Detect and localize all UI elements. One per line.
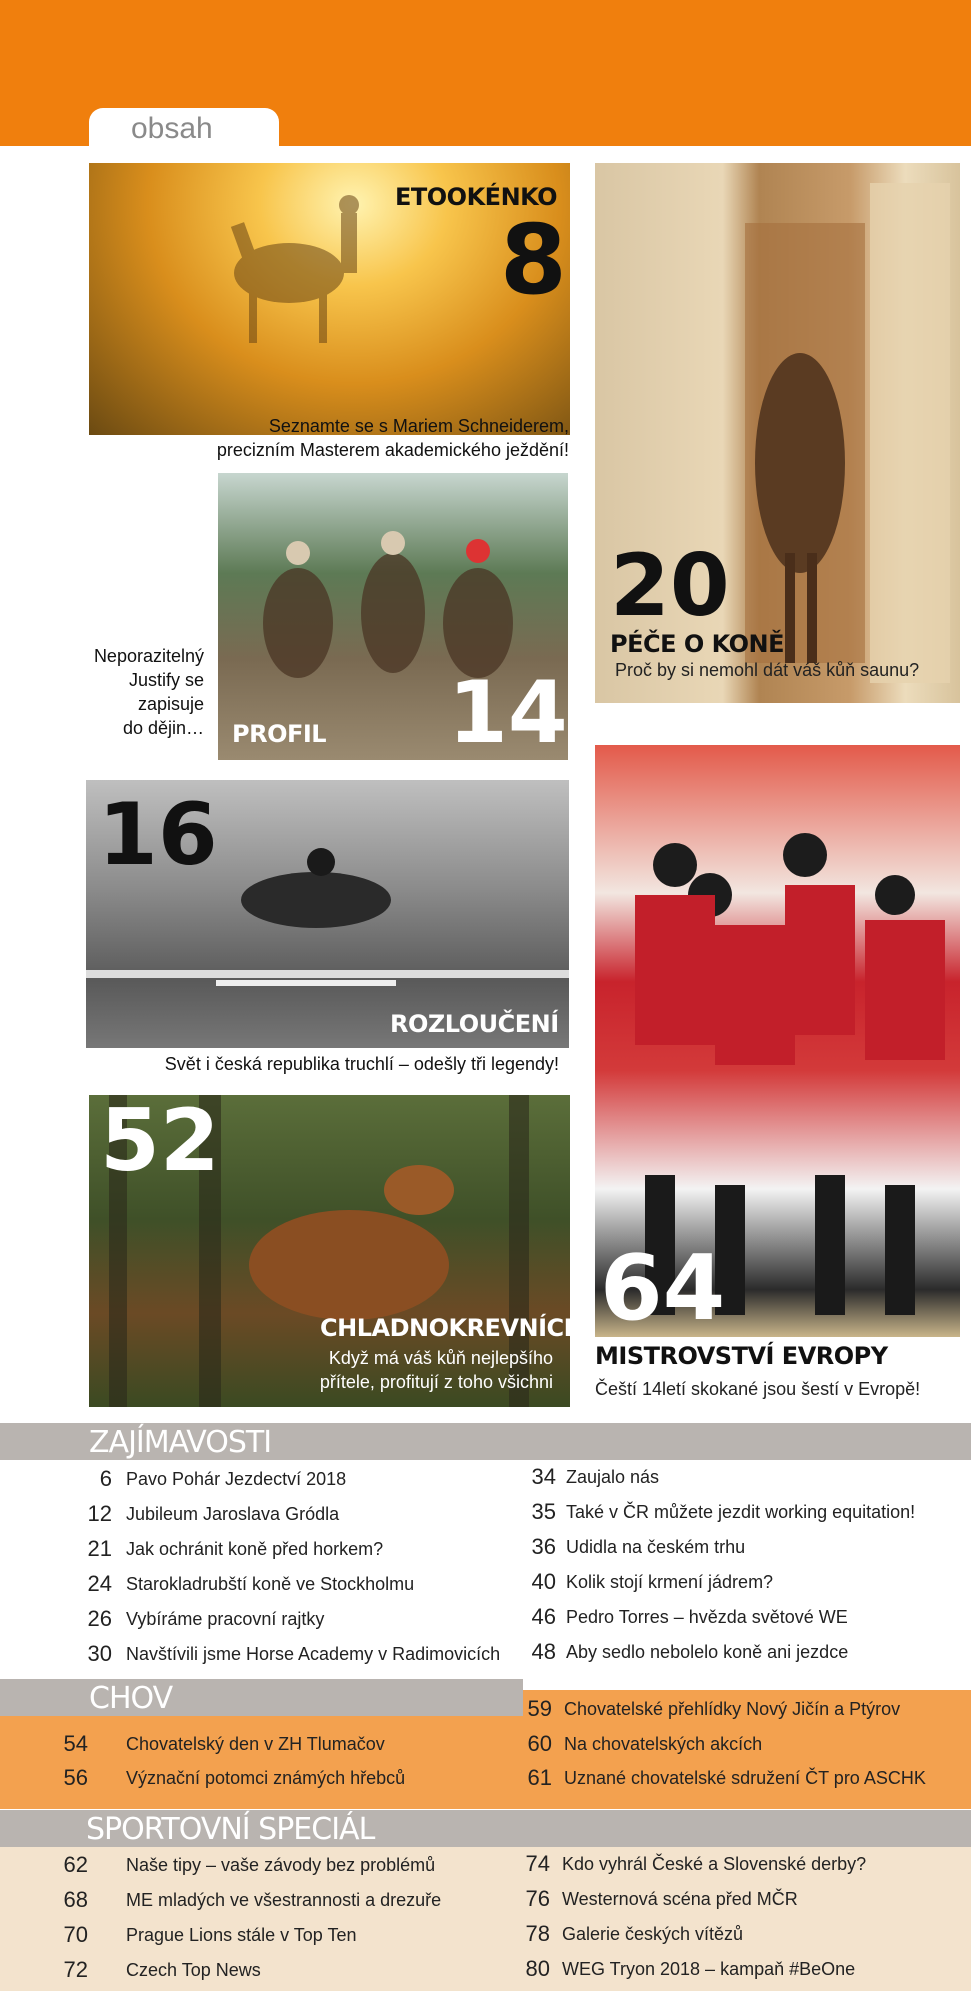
profil-teaser-line-4: do dějin…	[122, 718, 204, 738]
etookenko-title: ETOOKÉNKO	[395, 183, 558, 211]
page-number: 30	[87, 1641, 112, 1666]
profil-page-number[interactable]: 14	[448, 663, 568, 763]
profil-teaser-line-1: Neporazitelný	[93, 646, 204, 666]
article-title: Na chovatelských akcích	[564, 1734, 763, 1754]
pece-caption: Proč by si nemohl dát váš kůň saunu?	[615, 660, 920, 680]
zajimavosti-band	[0, 1423, 971, 1460]
article-title: Chovatelský den v ZH Tlumačov	[126, 1734, 385, 1754]
chov-band	[0, 1679, 523, 1716]
sport-band	[0, 1810, 971, 1847]
article-title: Chovatelské přehlídky Nový Jičín a Ptýrov	[564, 1699, 901, 1719]
mistrovstvi-title: MISTROVSTVÍ EVROPY	[595, 1342, 888, 1370]
page-number: 54	[63, 1731, 88, 1756]
article-title: Pedro Torres – hvězda světové WE	[566, 1607, 848, 1627]
contents-tab	[89, 108, 279, 152]
article-title: Jak ochránit koně před horkem?	[126, 1539, 384, 1559]
page-number: 74	[525, 1851, 550, 1876]
profil-teaser-line-3: zapisuje	[137, 694, 204, 714]
article-title: Czech Top News	[126, 1960, 261, 1980]
page-number: 26	[87, 1606, 112, 1631]
page-number: 35	[531, 1499, 556, 1524]
page-number: 21	[87, 1536, 112, 1561]
profil-teaser	[60, 644, 204, 740]
article-title: Pavo Pohár Jezdectví 2018	[126, 1469, 347, 1489]
etookenko-caption-line-1: Seznamte se s Mariem Schneiderem,	[268, 416, 569, 436]
article-title: Naše tipy – vaše závody bez problémů	[126, 1855, 436, 1875]
page-number: 48	[531, 1639, 556, 1664]
etookenko-caption	[149, 414, 569, 462]
article-title: Starokladrubští koně ve Stockholmu	[126, 1574, 415, 1594]
page-number: 34	[531, 1464, 556, 1489]
page-number: 80	[525, 1956, 550, 1981]
article-title: Aby sedlo nebolelo koně ani jezdce	[566, 1642, 849, 1662]
rozlouceni-caption: Svět i česká republika truchlí – odešly tři legendy!	[164, 1054, 559, 1074]
page-number: 59	[527, 1696, 552, 1721]
article-title: Kolik stojí krmení jádrem?	[566, 1572, 774, 1592]
page-number: 40	[531, 1569, 556, 1594]
page-number: 72	[63, 1957, 88, 1982]
rozlouceni-title: ROZLOUČENÍ	[390, 1010, 559, 1038]
profil-title: PROFIL	[232, 720, 327, 748]
page-number: 62	[63, 1852, 88, 1877]
etookenko-caption-line-2: precizním Masterem akademického ježdění!	[216, 440, 569, 460]
page-number: 36	[531, 1534, 556, 1559]
page-number: 6	[99, 1466, 112, 1491]
etookenko-page-number[interactable]: 8	[500, 204, 567, 316]
article-title: Udidla na českém trhu	[566, 1537, 746, 1557]
article-title: Vybíráme pracovní rajtky	[126, 1609, 325, 1629]
page-number: 70	[63, 1922, 88, 1947]
article-title: Prague Lions stále v Top Ten	[126, 1925, 357, 1945]
article-title: WEG Tryon 2018 – kampaň #BeOne	[562, 1959, 856, 1979]
page-number: 12	[87, 1501, 112, 1526]
page-number: 24	[87, 1571, 112, 1596]
chladnokrevnici-caption-line-1: Když má váš kůň nejlepšího	[328, 1348, 553, 1368]
page-number: 61	[527, 1765, 552, 1790]
article-title: Westernová scéna před MČR	[562, 1889, 798, 1909]
mistrovstvi-caption: Čeští 14letí skokané jsou šestí v Evropě!	[595, 1379, 921, 1399]
page-number: 78	[525, 1921, 550, 1946]
pece-page-number[interactable]: 20	[610, 536, 730, 636]
page-number: 60	[527, 1731, 552, 1756]
chladnokrevnici-page-number[interactable]: 52	[100, 1091, 220, 1191]
article-title: Zaujalo nás	[566, 1467, 660, 1487]
page-number: 56	[63, 1765, 88, 1790]
page-number: 76	[525, 1886, 550, 1911]
chladnokrevnici-title: CHLADNOKREVNÍCI	[320, 1314, 573, 1342]
mistrovstvi-page-number[interactable]: 64	[600, 1236, 726, 1341]
article-title: Význační potomci známých hřebců	[126, 1768, 406, 1788]
chov-title: CHOV	[89, 1681, 173, 1716]
chov-left-panel	[0, 1716, 523, 1809]
article-title: Jubileum Jaroslava Gródla	[126, 1504, 340, 1524]
article-title: Navštívili jsme Horse Academy v Radimovicích	[126, 1644, 501, 1664]
page-number: 68	[63, 1887, 88, 1912]
article-title: Kdo vyhrál České a Slovenské derby?	[562, 1854, 867, 1874]
article-title: ME mladých ve všestrannosti a drezuře	[126, 1890, 442, 1910]
profil-teaser-line-2: Justify se	[128, 670, 204, 690]
rozlouceni-page-number[interactable]: 16	[98, 785, 218, 885]
article-title: Galerie českých vítězů	[562, 1924, 744, 1944]
chladnokrevnici-caption	[133, 1346, 553, 1394]
article-title: Také v ČR můžete jezdit working equitation!	[566, 1502, 916, 1522]
zajimavosti-list	[0, 1460, 971, 1680]
page-number: 46	[531, 1604, 556, 1629]
zajimavosti-title: ZAJÍMAVOSTI	[89, 1425, 272, 1460]
contents-tab-label: obsah	[131, 112, 213, 145]
article-title: Uznané chovatelské sdružení ČT pro ASCHK	[564, 1768, 926, 1788]
pece-title: PÉČE O KONĚ	[610, 630, 785, 658]
chladnokrevnici-caption-line-2: přítele, profitují z toho všichni	[319, 1372, 553, 1392]
sport-title: SPORTOVNÍ SPECIÁL	[86, 1812, 375, 1847]
